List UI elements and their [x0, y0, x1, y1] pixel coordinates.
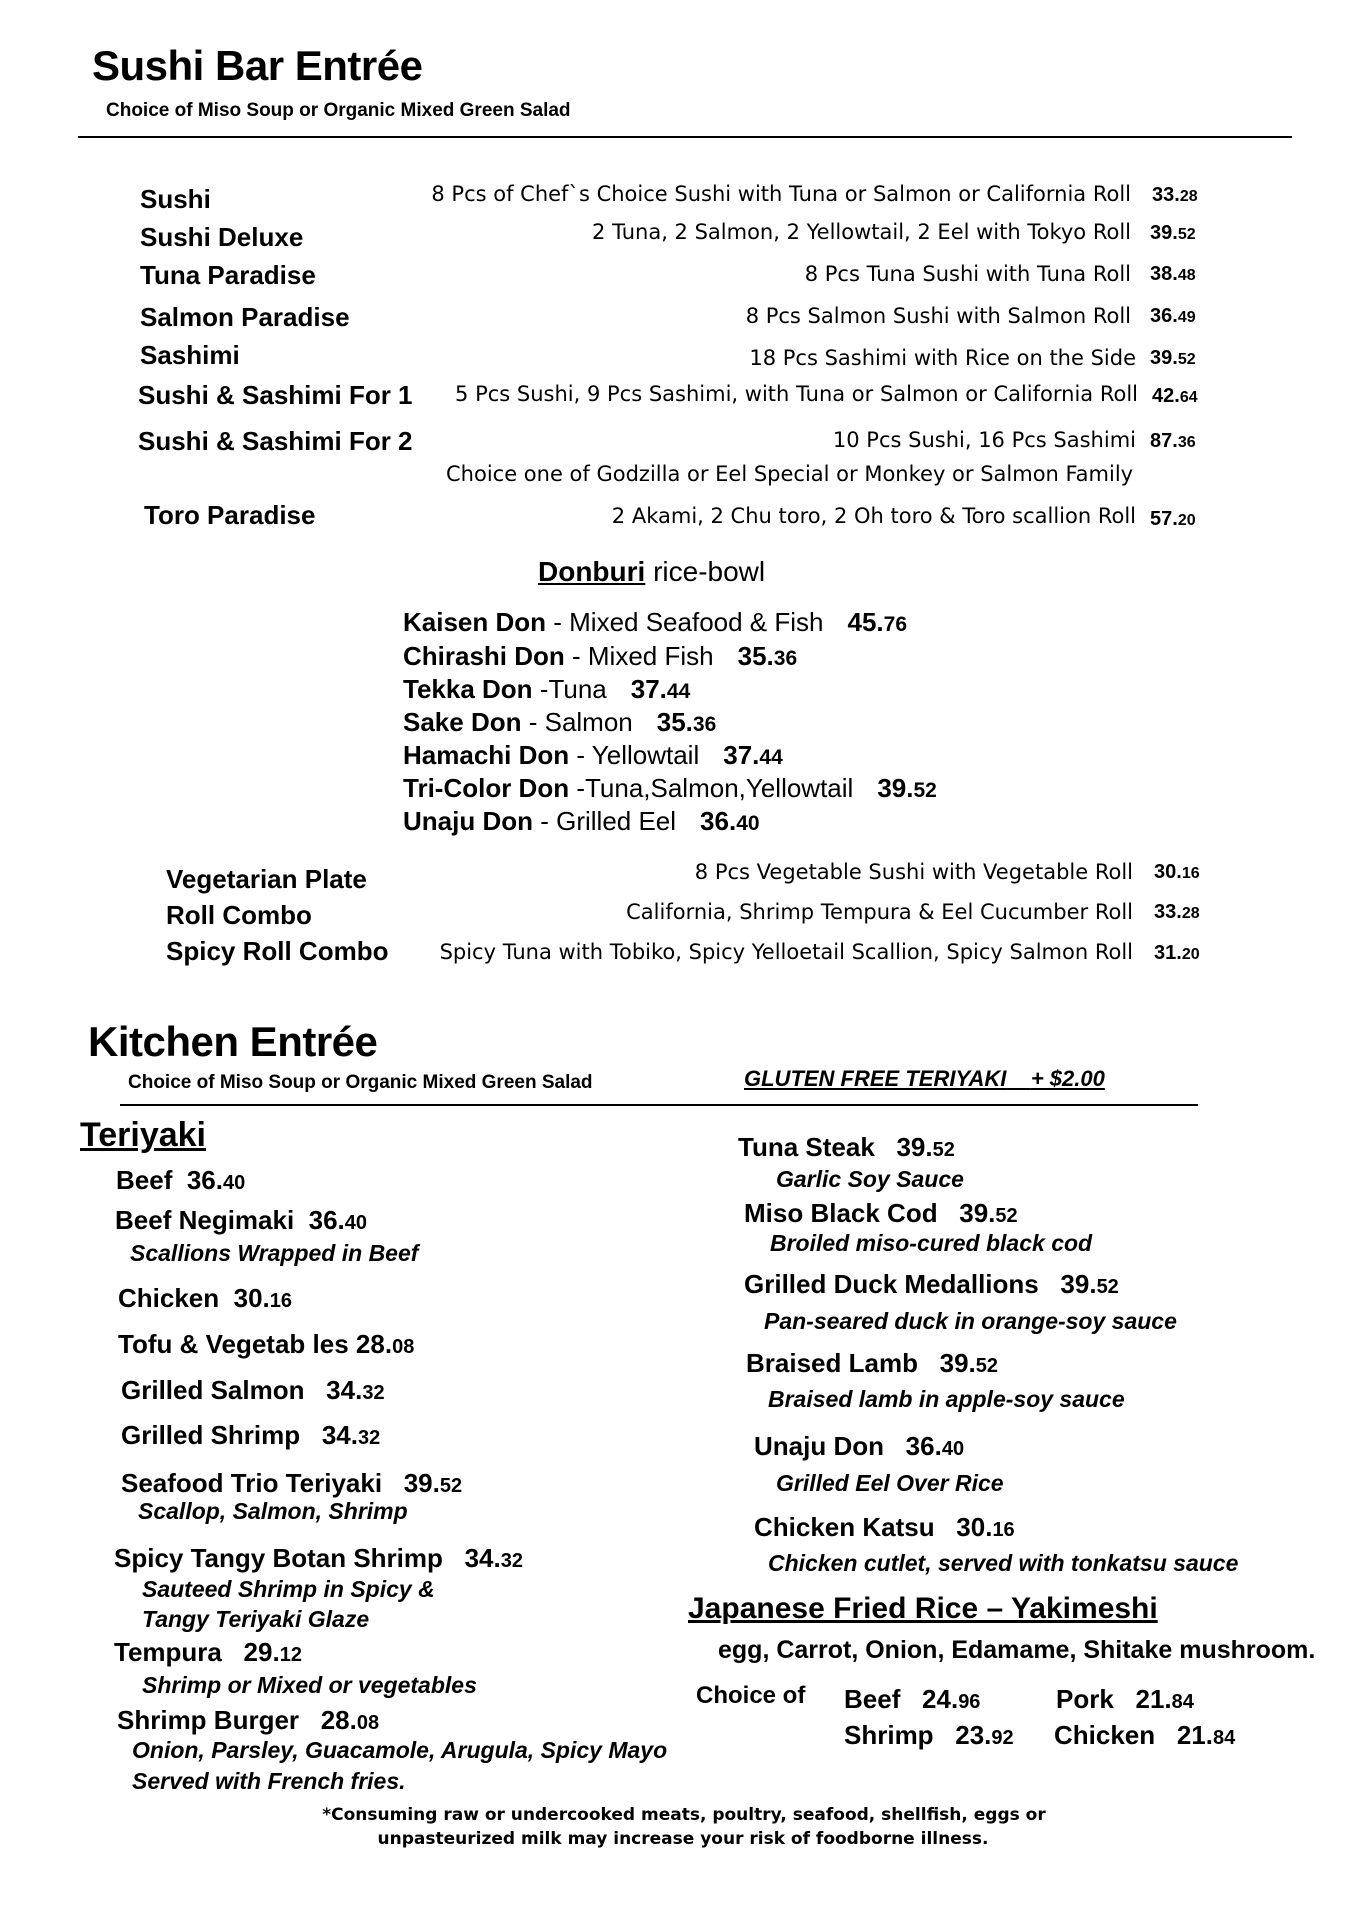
donburi-item: Unaju Don - Grilled Eel 36.40 [403, 806, 760, 836]
yakimeshi-choice-label: Choice of [696, 1682, 806, 1709]
menu-item-name: Salmon Paradise [140, 302, 350, 332]
teriyaki-item: Beef 36.40 [116, 1165, 246, 1195]
kitchen-item-desc: Braised lamb in apple-soy sauce [768, 1386, 1125, 1412]
sushi-bar-title: Sushi Bar Entrée [92, 42, 423, 89]
teriyaki-item: Spicy Tangy Botan Shrimp 34.32 [114, 1543, 523, 1573]
menu-item-name: Sushi & Sashimi For 1 [138, 380, 413, 410]
sushi-bar-subtitle: Choice of Miso Soup or Organic Mixed Green Salad [106, 100, 571, 121]
kitchen-item-desc: Grilled Eel Over Rice [776, 1470, 1004, 1496]
kitchen-item: Grilled Duck Medallions 39.52 [744, 1269, 1119, 1299]
menu-item-desc: 8 Pcs Vegetable Sushi with Vegetable Roll [694, 860, 1133, 884]
menu-item-name: Tuna Paradise [140, 260, 316, 290]
menu-item-price: 30.16 [1154, 861, 1200, 883]
menu-item-price: 33.28 [1152, 184, 1198, 206]
teriyaki-item-desc: Shrimp or Mixed or vegetables [142, 1672, 477, 1698]
menu-item-desc: 18 Pcs Sashimi with Rice on the Side [749, 346, 1136, 370]
teriyaki-item: Beef Negimaki 36.40 [115, 1205, 368, 1235]
donburi-title: Donburi rice-bowl [538, 556, 766, 587]
disclaimer [0, 1803, 1358, 1851]
donburi-item: Kaisen Don - Mixed Seafood & Fish 45.76 [403, 607, 908, 637]
teriyaki-item: Grilled Shrimp 34.32 [121, 1420, 381, 1450]
donburi-item: Tekka Don -Tuna 37.44 [403, 674, 691, 704]
yakimeshi-option: Beef 24.96 [844, 1684, 981, 1714]
kitchen-item-desc: Pan-seared duck in orange-soy sauce [764, 1308, 1177, 1334]
teriyaki-item: Tofu & Vegetab les 28.08 [118, 1329, 415, 1359]
teriyaki-item-desc: Onion, Parsley, Guacamole, Arugula, Spicy Mayo [132, 1737, 668, 1763]
disclaimer-line-2: unpasteurized milk may increase your risk of foodborne illness. [377, 1829, 989, 1849]
menu-item-desc: California, Shrimp Tempura & Eel Cucumber Roll [626, 900, 1133, 924]
teriyaki-item-desc: Sauteed Shrimp in Spicy & [142, 1576, 435, 1602]
disclaimer-line-1: *Consuming raw or undercooked meats, poultry, seafood, shellfish, eggs or [322, 1805, 1046, 1825]
menu-item-price: 33.28 [1154, 901, 1200, 923]
sushi-bar-divider [78, 136, 1292, 138]
teriyaki-item-desc: Tangy Teriyaki Glaze [142, 1606, 370, 1632]
menu-item-price: 39.52 [1150, 222, 1196, 244]
yakimeshi-title: Japanese Fried Rice – Yakimeshi [688, 1592, 1158, 1625]
menu-item-name: Vegetarian Plate [166, 864, 367, 894]
menu-item-name: Sushi Deluxe [140, 222, 304, 252]
yakimeshi-option: Pork 21.84 [1056, 1684, 1194, 1714]
menu-item-desc: 2 Akami, 2 Chu toro, 2 Oh toro & Toro scallion Roll [611, 504, 1136, 528]
menu-item-price: 87.36 [1150, 430, 1196, 452]
yakimeshi-desc: egg, Carrot, Onion, Edamame, Shitake mushroom. [718, 1636, 1316, 1664]
kitchen-item: Braised Lamb 39.52 [746, 1348, 999, 1378]
menu-item-price: 42.64 [1152, 385, 1198, 407]
menu-item-price: 57.20 [1150, 508, 1196, 530]
yakimeshi-option: Shrimp 23.92 [844, 1720, 1014, 1750]
kitchen-item: Unaju Don 36.40 [754, 1431, 965, 1461]
kitchen-divider [120, 1104, 1198, 1106]
menu-item-price: 36.49 [1150, 305, 1196, 327]
donburi-item: Chirashi Don - Mixed Fish 35.36 [403, 641, 798, 671]
kitchen-item: Miso Black Cod 39.52 [744, 1198, 1018, 1228]
teriyaki-item-desc: Scallop, Salmon, Shrimp [138, 1498, 408, 1524]
menu-item-name: Spicy Roll Combo [166, 936, 389, 966]
menu-item-desc: 10 Pcs Sushi, 16 Pcs Sashimi [832, 428, 1136, 452]
menu-item-desc: 8 Pcs Salmon Sushi with Salmon Roll [745, 304, 1131, 328]
menu-item-name: Roll Combo [166, 900, 312, 930]
menu-item-name: Toro Paradise [144, 500, 316, 530]
kitchen-item: Tuna Steak 39.52 [738, 1132, 955, 1162]
menu-item-name: Sushi & Sashimi For 2 [138, 426, 413, 456]
kitchen-item: Chicken Katsu 30.16 [754, 1512, 1015, 1542]
menu-item-desc: 5 Pcs Sushi, 9 Pcs Sashimi, with Tuna or Salmon or California Roll [455, 382, 1138, 406]
gluten-free-note: GLUTEN FREE TERIYAKI + $2.00 [744, 1066, 1105, 1091]
yakimeshi-option: Chicken 21.84 [1054, 1720, 1236, 1750]
menu-item-name: Sushi [140, 184, 211, 214]
teriyaki-item: Chicken 30.16 [118, 1283, 293, 1313]
menu-item-desc: 2 Tuna, 2 Salmon, 2 Yellowtail, 2 Eel with Tokyo Roll [592, 220, 1131, 244]
teriyaki-item-desc: Scallions Wrapped in Beef [130, 1240, 419, 1266]
teriyaki-item-desc: Served with French fries. [132, 1768, 406, 1794]
donburi-item: Sake Don - Salmon 35.36 [403, 707, 717, 737]
kitchen-item-desc: Chicken cutlet, served with tonkatsu sauce [768, 1550, 1239, 1576]
menu-item-name: Sashimi [140, 340, 240, 370]
teriyaki-title: Teriyaki [80, 1116, 207, 1154]
kitchen-title: Kitchen Entrée [88, 1018, 378, 1065]
kitchen-item-desc: Garlic Soy Sauce [776, 1166, 964, 1192]
donburi-item: Tri-Color Don -Tuna,Salmon,Yellowtail 39.52 [403, 773, 937, 803]
menu-item-desc: Spicy Tuna with Tobiko, Spicy Yelloetail Scallion, Spicy Salmon Roll [439, 940, 1133, 964]
menu-item-price: 39.52 [1150, 347, 1196, 369]
kitchen-subtitle: Choice of Miso Soup or Organic Mixed Green Salad [128, 1072, 593, 1093]
menu-item-price: 31.20 [1154, 942, 1200, 964]
teriyaki-item: Grilled Salmon 34.32 [121, 1375, 385, 1405]
kitchen-item-desc: Broiled miso-cured black cod [770, 1230, 1093, 1256]
teriyaki-item: Tempura 29.12 [114, 1637, 302, 1667]
teriyaki-item: Seafood Trio Teriyaki 39.52 [121, 1468, 463, 1498]
teriyaki-item: Shrimp Burger 28.08 [117, 1705, 380, 1735]
menu-item-desc-extra: Choice one of Godzilla or Eel Special or Monkey or Salmon Family [446, 462, 1134, 486]
menu-item-desc: 8 Pcs of Chef`s Choice Sushi with Tuna or Salmon or California Roll [431, 182, 1131, 206]
menu-item-price: 38.48 [1150, 263, 1196, 285]
menu-item-desc: 8 Pcs Tuna Sushi with Tuna Roll [804, 262, 1131, 286]
donburi-item: Hamachi Don - Yellowtail 37.44 [403, 740, 783, 770]
